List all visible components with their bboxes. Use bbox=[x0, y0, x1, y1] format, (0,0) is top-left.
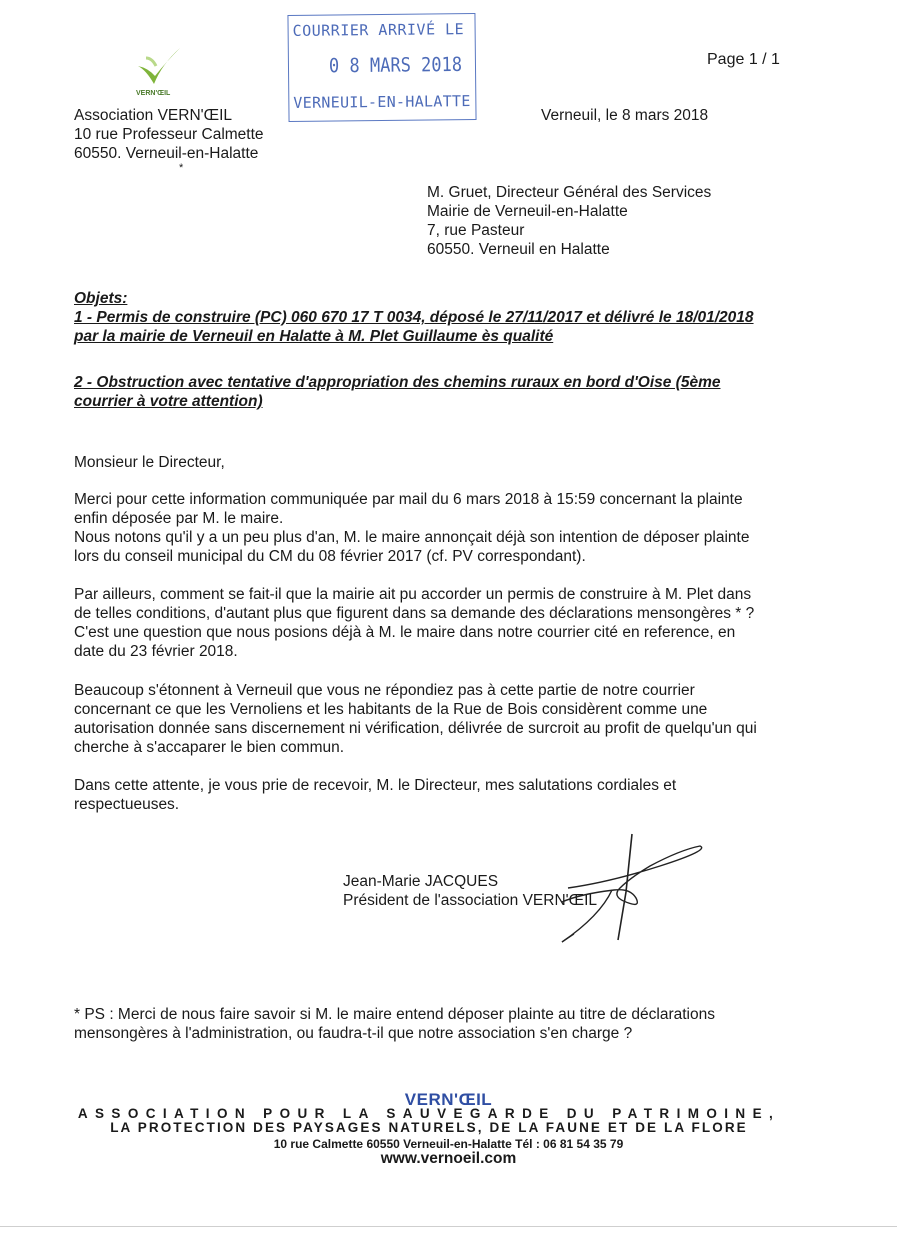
received-stamp bbox=[287, 13, 476, 122]
sender-address bbox=[74, 106, 264, 163]
subject-heading: Objets: bbox=[74, 290, 128, 307]
paragraph-2 bbox=[74, 585, 754, 661]
association-logo bbox=[132, 44, 192, 100]
paragraph-1 bbox=[74, 490, 749, 566]
paragraph-line: cherche à s'accaparer le bien commun. bbox=[74, 739, 345, 756]
subject-block bbox=[74, 289, 754, 346]
sender-mark: * bbox=[179, 162, 184, 174]
sender-name: Association VERN'ŒIL bbox=[74, 107, 233, 124]
recipient-line4: 60550. Verneuil en Halatte bbox=[427, 241, 610, 258]
footer-brand: VERN'ŒIL bbox=[404, 1090, 493, 1109]
signatory-name: Jean-Marie JACQUES bbox=[343, 873, 499, 890]
stamp-line1: COURRIER ARRIVÉ LE bbox=[292, 20, 465, 40]
paragraph-line: Beaucoup s'étonnent à Verneuil que vous ne répondiez pas à cette partie de notre courrier bbox=[74, 682, 695, 699]
subject-item1-line2: par la mairie de Verneuil en Halatte à M. Plet Guillaume ès qualité bbox=[74, 328, 554, 345]
stamp-place: VERNEUIL-EN-HALATTE bbox=[293, 92, 471, 112]
paragraph-line: C'est une question que nous posions déjà à M. le maire dans notre courrier cité en reference, en bbox=[74, 624, 736, 641]
paragraph-4 bbox=[74, 776, 676, 814]
stamp-date: 0 8 MARS 2018 bbox=[328, 53, 463, 79]
salutation: Monsieur le Directeur, bbox=[74, 454, 225, 471]
sender-street: 10 rue Professeur Calmette bbox=[74, 126, 264, 143]
recipient-address bbox=[427, 183, 711, 259]
paragraph-line: Par ailleurs, comment se fait-il que la mairie ait pu accorder un permis de construire à M. Plet dans bbox=[74, 586, 752, 603]
footer-address: 10 rue Calmette 60550 Verneuil-en-Halatte Tél : 06 81 54 35 79 bbox=[273, 1137, 624, 1151]
postscript bbox=[74, 1005, 715, 1043]
subject-block-2 bbox=[74, 373, 720, 411]
recipient-line3: 7, rue Pasteur bbox=[427, 222, 525, 239]
footer-website: www.vernoeil.com bbox=[380, 1150, 517, 1167]
postscript-line: * PS : Merci de nous faire savoir si M. le maire entend déposer plainte au titre de déclarations bbox=[74, 1006, 715, 1023]
sender-city: 60550. Verneuil-en-Halatte bbox=[74, 145, 259, 162]
paragraph-line: lors du conseil municipal du CM du 08 février 2017 (cf. PV correspondant). bbox=[74, 548, 586, 565]
paragraph-line: autorisation donnée sans discernement ni vérification, délivrée de surcroit au profit de quelqu'un qui bbox=[74, 720, 757, 737]
logo-text: VERN'ŒIL bbox=[136, 90, 171, 97]
subject-item1-line1: 1 - Permis de construire (PC) 060 670 17 T 0034, déposé le 27/11/2017 et délivré le 18/01/2018 bbox=[74, 309, 754, 326]
footer-tagline-line1: ASSOCIATION POUR LA SAUVEGARDE DU PATRIMOINE, bbox=[77, 1106, 781, 1121]
paragraph-line: concernant ce que les Vernoliens et les habitants de la Rue de Bois considèrent comme une bbox=[74, 701, 708, 718]
paragraph-3 bbox=[74, 681, 757, 757]
paragraph-line: enfin déposée par M. le maire. bbox=[74, 510, 284, 527]
page-bottom-rule bbox=[0, 1226, 897, 1227]
subject-item2-line1: 2 - Obstruction avec tentative d'appropriation des chemins ruraux en bord d'Oise (5ème bbox=[74, 374, 721, 391]
paragraph-line: date du 23 février 2018. bbox=[74, 643, 238, 660]
paragraph-line: Merci pour cette information communiquée par mail du 6 mars 2018 à 15:59 concernant la plainte bbox=[74, 491, 743, 508]
paragraph-line: Dans cette attente, je vous prie de recevoir, M. le Directeur, mes salutations cordiales et bbox=[74, 777, 677, 794]
footer-tagline-line2: LA PROTECTION DES PAYSAGES NATURELS, DE LA FAUNE ET DE LA FLORE bbox=[110, 1120, 748, 1135]
page-number: Page 1 / 1 bbox=[707, 51, 780, 68]
subject-item2-line2: courrier à votre attention) bbox=[74, 393, 263, 410]
letter-date: Verneuil, le 8 mars 2018 bbox=[541, 107, 709, 124]
paragraph-line: Nous notons qu'il y a un peu plus d'an, M. le maire annonçait déjà son intention de déposer plainte bbox=[74, 529, 750, 546]
postscript-line: mensongères à l'administration, ou faudra-t-il que notre association s'en charge ? bbox=[74, 1025, 633, 1042]
handwritten-signature bbox=[540, 832, 720, 952]
recipient-line1: M. Gruet, Directeur Général des Services bbox=[427, 184, 712, 201]
signatory-title: Président de l'association VERN'ŒIL bbox=[343, 892, 598, 909]
recipient-line2: Mairie de Verneuil-en-Halatte bbox=[427, 203, 628, 220]
checkmark-leaf-icon bbox=[132, 44, 192, 92]
paragraph-line: respectueuses. bbox=[74, 796, 180, 813]
paragraph-line: de telles conditions, d'autant plus que figurent dans sa demande des déclarations mensongères * ? bbox=[74, 605, 755, 622]
